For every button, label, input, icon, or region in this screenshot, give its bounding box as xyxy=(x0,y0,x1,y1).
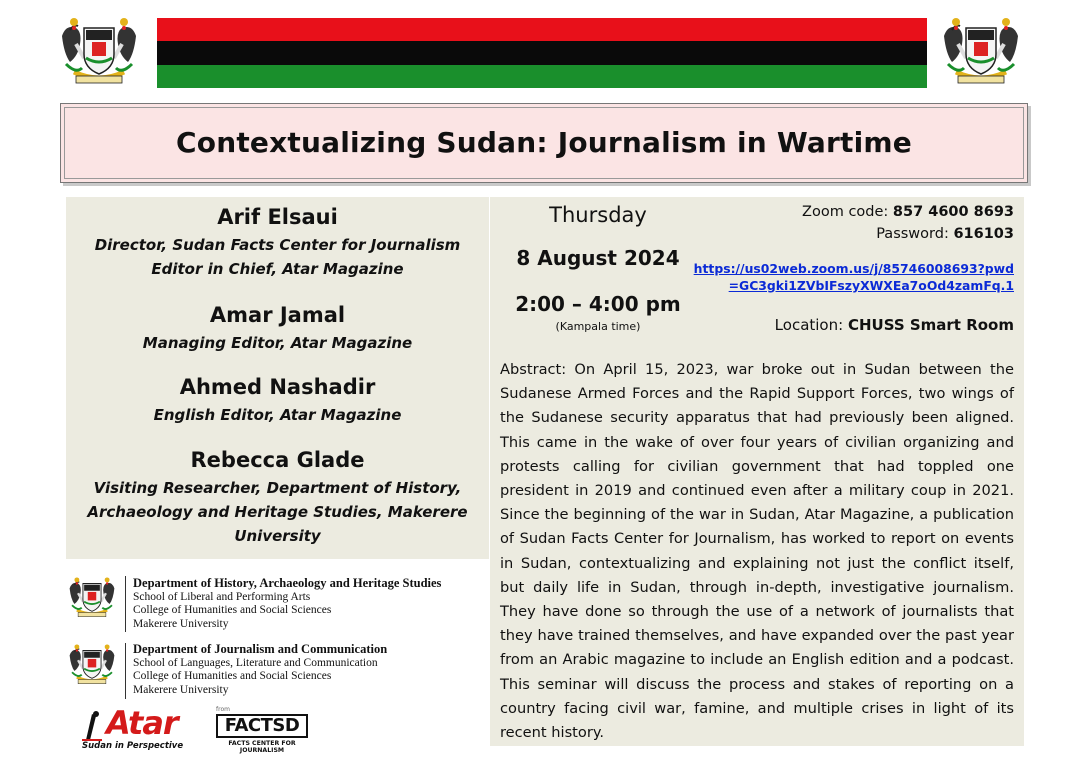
department-line: College of Humanities and Social Sciences xyxy=(133,604,332,616)
department-name: Department of History, Archaeology and Heritage Studies xyxy=(133,576,442,590)
speaker-role: Director, Sudan Facts Center for Journalism xyxy=(94,236,461,254)
zoom-link-line[interactable]: =GC3gki1ZVbIFszyXWXEa7oOd4zamFq.1 xyxy=(728,278,1014,293)
zoom-password[interactable]: 616103 xyxy=(953,226,1014,242)
department-line: Makerere University xyxy=(133,617,229,630)
flag-stripe-black xyxy=(157,41,927,64)
speaker-role: University xyxy=(234,527,321,545)
speaker-name: Ahmed Nashadir xyxy=(179,375,376,399)
speakers-panel xyxy=(66,197,489,559)
speaker-block xyxy=(66,448,489,548)
zoom-code[interactable]: 857 4600 8693 xyxy=(892,204,1014,220)
divider xyxy=(125,576,126,632)
speaker-block xyxy=(66,375,489,427)
department-line: School of Liberal and Performing Arts xyxy=(133,590,311,603)
location-value: CHUSS Smart Room xyxy=(847,316,1014,334)
speaker-name: Arif Elsaui xyxy=(217,205,338,229)
event-title: Contextualizing Sudan: Journalism in Wartime xyxy=(176,126,912,159)
location-line xyxy=(700,316,1014,334)
event-time: 2:00 – 4:00 pm xyxy=(515,292,681,316)
facts-prefix: from xyxy=(216,706,230,713)
pen-figure-icon xyxy=(80,710,106,742)
facts-center-logo xyxy=(216,706,310,752)
flag-banner xyxy=(157,18,927,88)
event-date: 8 August 2024 xyxy=(516,246,680,270)
flag-stripe-green xyxy=(157,65,927,88)
zoom-code-label: Zoom code: xyxy=(802,204,889,220)
makerere-crest-icon xyxy=(56,14,142,90)
speaker-role: Editor in Chief, Atar Magazine xyxy=(151,260,404,278)
speaker-role: Archaeology and Heritage Studies, Makerere xyxy=(87,503,468,521)
department-line: College of Humanities and Social Sciences xyxy=(133,670,332,682)
atar-logo-text: Atar xyxy=(106,704,178,742)
zoom-password-line xyxy=(700,226,1014,242)
speaker-name: Amar Jamal xyxy=(209,303,346,327)
department-name: Department of Journalism and Communication xyxy=(133,642,388,656)
speaker-role: Managing Editor, Atar Magazine xyxy=(142,334,413,352)
timezone-note: (Kampala time) xyxy=(555,320,641,333)
speaker-block xyxy=(66,205,489,281)
facts-tagline: FACTS CENTER FOR JOURNALISM xyxy=(228,740,296,754)
zoom-password-label: Password: xyxy=(876,226,949,242)
department-line: Makerere University xyxy=(133,683,229,696)
speaker-role: English Editor, Atar Magazine xyxy=(153,406,402,424)
makerere-crest-icon xyxy=(66,575,118,621)
zoom-code-line xyxy=(700,204,1014,220)
title-banner xyxy=(60,103,1028,183)
speaker-role: Visiting Researcher, Department of History, xyxy=(93,479,462,497)
speaker-block xyxy=(66,303,489,355)
speaker-name: Rebecca Glade xyxy=(190,448,365,472)
makerere-crest-icon xyxy=(938,14,1024,90)
flag-stripe-red xyxy=(157,18,927,41)
zoom-link[interactable] xyxy=(690,260,1014,294)
abstract-text: Abstract: On April 15, 2023, war broke out in Sudan between the Sudanese Armed Forces and the Rapid Support Forces, two wings of the Sudanese security apparatus that had previously been aligned. This came in the wake of over four years of civilian organizing and protests calling for civilian government that had toppled one president in 2019 and continued even after a military coup in 2021. Since the beginning of the war in Sudan, Atar Magazine, a publication of Sudan Facts Center for Journalism, has worked to report on events in Sudan, contextualizing and explaining not just the conflict itself, but daily life in Sudan, through in-depth, investigative journalism. They have done so through the use of a network of journalists that they have trained themselves, and have expanded over the past year from an Arabic magazine to include an English edition and a podcast. This seminar will discuss the process and stakes of reporting on a country facing civil war, famine, and multiple crises in light of its recent history. xyxy=(500,361,1014,742)
department-block xyxy=(133,577,483,631)
atar-tagline: Sudan in Perspective xyxy=(82,741,184,751)
divider xyxy=(125,643,126,699)
location-label: Location: xyxy=(774,316,844,334)
zoom-link-line[interactable]: https://us02web.zoom.us/j/85746008693?pwd xyxy=(693,261,1014,276)
facts-logo-text: FACTSD xyxy=(216,714,308,738)
makerere-crest-icon xyxy=(66,642,118,688)
atar-logo xyxy=(80,704,200,752)
department-block xyxy=(133,643,483,697)
event-day: Thursday xyxy=(549,203,647,227)
department-line: School of Languages, Literature and Communication xyxy=(133,656,378,669)
